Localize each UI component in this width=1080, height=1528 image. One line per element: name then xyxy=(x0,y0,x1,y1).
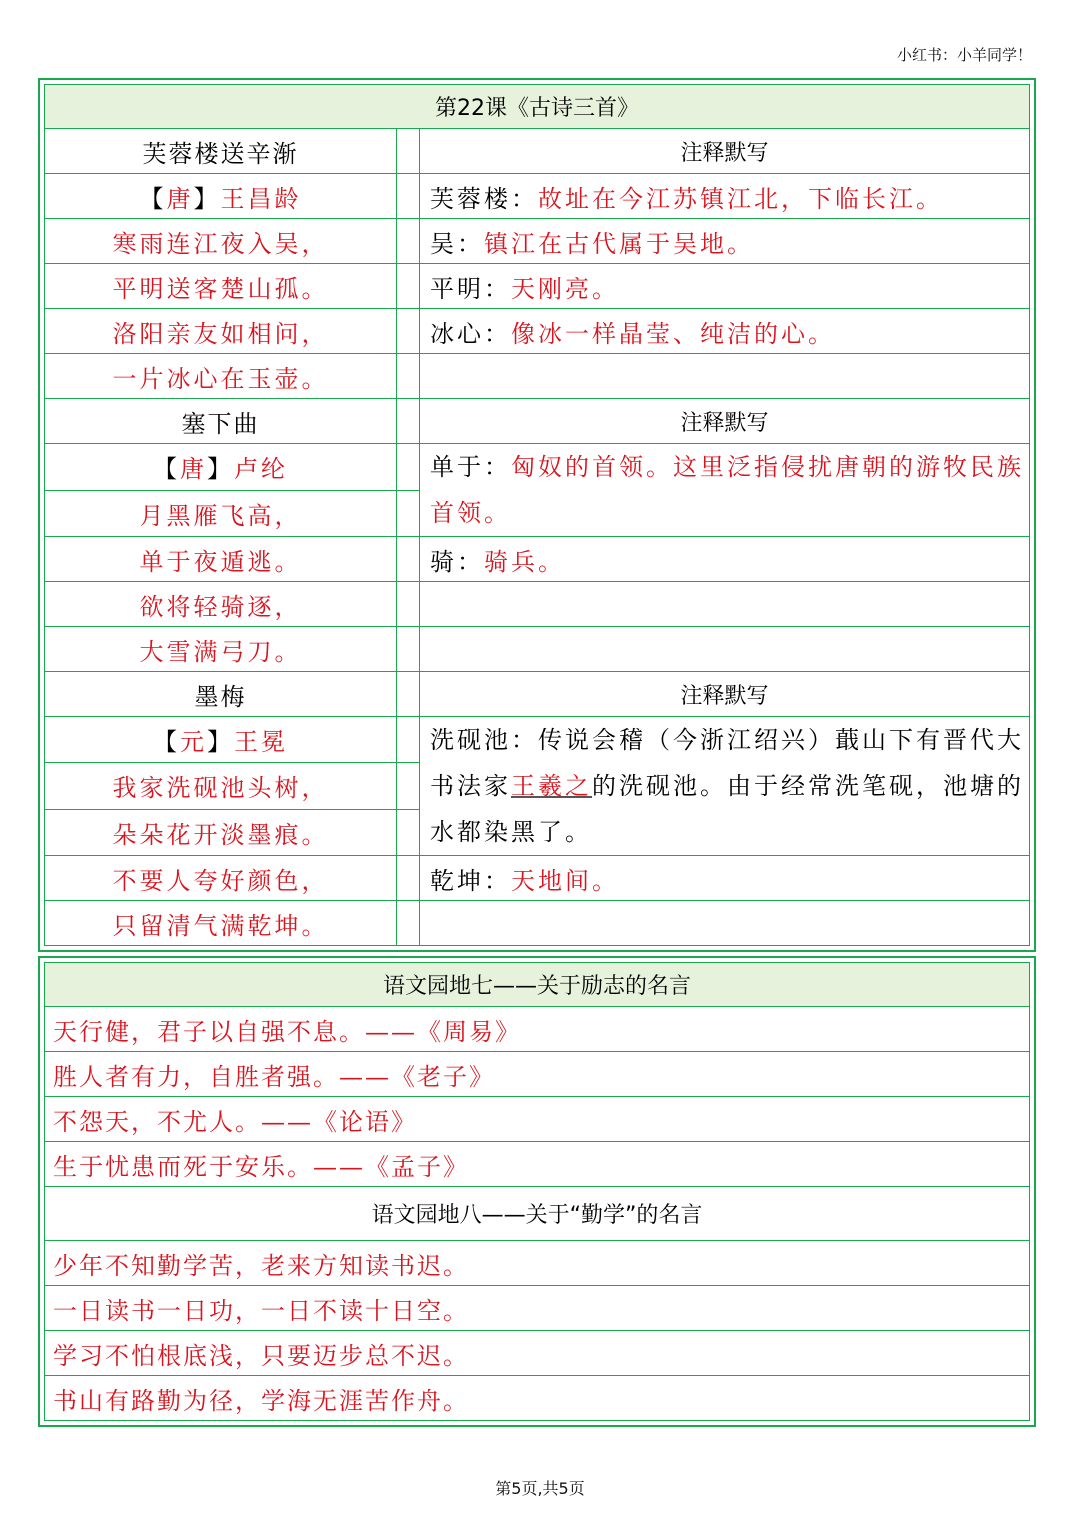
spacer-cell xyxy=(397,856,420,901)
author-name: 王昌龄 xyxy=(220,184,302,213)
dynasty: 唐 xyxy=(180,455,207,484)
note-text: 故址在今江苏镇江北，下临长江。 xyxy=(538,184,943,213)
saying-row: 书山有路勤为径，学海无涯苦作舟。 xyxy=(45,1376,1030,1421)
note-term: 单于： xyxy=(430,453,511,481)
note-text: 传说会稽（今浙江绍兴）蕺山下有晋代大书法家 xyxy=(430,726,1024,800)
notes-header: 注释默写 xyxy=(420,399,1030,444)
poem-line: 一片冰心在玉壶。 xyxy=(45,354,397,399)
note-row xyxy=(420,264,1030,309)
bracket-left: 【 xyxy=(153,728,180,757)
note-term: 骑： xyxy=(430,547,484,576)
poem-line: 朵朵花开淡墨痕。 xyxy=(45,809,397,855)
note-text: 的洗砚池。由于经常洗笔砚，池塘的水都染黑了。 xyxy=(430,772,1024,846)
brand-label: 小红书：小羊同学！ xyxy=(896,46,1032,64)
poem-title: 墨梅 xyxy=(45,672,397,717)
poem-line: 不要人夸好颜色， xyxy=(45,856,397,901)
bracket-right: 】 xyxy=(207,728,234,757)
poem-line: 大雪满弓刀。 xyxy=(45,627,397,672)
saying-row: 不怨天，不尤人。——《论语》 xyxy=(45,1097,1030,1142)
spacer-cell xyxy=(397,672,420,717)
spacer-cell xyxy=(397,901,420,946)
note-text: 镇江在古代属于吴地。 xyxy=(484,229,754,258)
sayings8-title: 语文园地八——关于“勤学”的名言 xyxy=(45,1187,1030,1241)
spacer-cell xyxy=(397,763,420,809)
note-row xyxy=(420,717,1030,856)
poem-line: 只留清气满乾坤。 xyxy=(45,901,397,946)
note-row xyxy=(420,219,1030,264)
spacer-cell xyxy=(397,309,420,354)
spacer-cell xyxy=(397,627,420,672)
note-underlined-name: 王羲之 xyxy=(511,772,592,800)
note-text: 匈奴的首领。这里泛指侵扰唐朝的游牧民族首领。 xyxy=(430,453,1024,527)
note-term: 乾坤： xyxy=(430,866,511,895)
poem-line: 洛阳亲友如相问， xyxy=(45,309,397,354)
saying-row: 胜人者有力，自胜者强。——《老子》 xyxy=(45,1052,1030,1097)
spacer-cell xyxy=(397,354,420,399)
spacer-cell xyxy=(397,219,420,264)
note-term: 平明： xyxy=(430,274,511,303)
poem-title: 塞下曲 xyxy=(45,399,397,444)
author-name: 卢纶 xyxy=(234,455,288,484)
saying-row: 学习不怕根底浅，只要迈步总不迟。 xyxy=(45,1331,1030,1376)
saying-row: 少年不知勤学苦，老来方知读书迟。 xyxy=(45,1241,1030,1286)
spacer-cell xyxy=(397,264,420,309)
note-text: 骑兵。 xyxy=(484,547,565,576)
note-text: 像冰一样晶莹、纯洁的心。 xyxy=(511,319,835,348)
poem-line: 月黑雁飞高， xyxy=(45,490,397,537)
poem-line: 寒雨连江夜入吴， xyxy=(45,219,397,264)
note-row xyxy=(420,174,1030,219)
spacer-cell xyxy=(397,537,420,582)
spacer-cell xyxy=(397,444,420,491)
spacer-cell xyxy=(397,399,420,444)
saying-row: 生于忧患而死于安乐。——《孟子》 xyxy=(45,1142,1030,1187)
note-term: 吴： xyxy=(430,229,484,258)
lesson-table-frame xyxy=(38,78,1036,952)
poem-author xyxy=(45,444,397,491)
sayings7-title: 语文园地七——关于励志的名言 xyxy=(45,963,1030,1007)
note-row xyxy=(420,444,1030,537)
poem-author xyxy=(45,174,397,219)
note-row xyxy=(420,856,1030,901)
spacer-cell xyxy=(397,490,420,537)
spacer-cell xyxy=(397,129,420,174)
poem-line: 平明送客楚山孤。 xyxy=(45,264,397,309)
poem-line: 欲将轻骑逐， xyxy=(45,582,397,627)
saying-row: 天行健，君子以自强不息。——《周易》 xyxy=(45,1007,1030,1052)
note-term: 洗砚池： xyxy=(430,726,538,754)
note-term: 冰心： xyxy=(430,319,511,348)
poem-line: 单于夜遁逃。 xyxy=(45,537,397,582)
poem-title: 芙蓉楼送辛渐 xyxy=(45,129,397,174)
dynasty: 元 xyxy=(180,728,207,757)
note-row xyxy=(420,537,1030,582)
bracket-right: 】 xyxy=(193,184,221,213)
empty-note-cell xyxy=(420,354,1030,399)
note-row xyxy=(420,309,1030,354)
poem-line: 我家洗砚池头树， xyxy=(45,763,397,809)
page-footer: 第5页,共5页 xyxy=(495,1479,585,1498)
sayings-table xyxy=(44,962,1030,1421)
spacer-cell xyxy=(397,582,420,627)
dynasty: 唐 xyxy=(166,184,194,213)
author-name: 王冕 xyxy=(234,728,288,757)
lesson-title: 第22课《古诗三首》 xyxy=(45,85,1030,129)
notes-header: 注释默写 xyxy=(420,672,1030,717)
empty-note-cell xyxy=(420,582,1030,627)
saying-row: 一日读书一日功，一日不读十日空。 xyxy=(45,1286,1030,1331)
note-term: 芙蓉楼： xyxy=(430,184,538,213)
sayings-table-frame xyxy=(38,956,1036,1427)
lesson-table xyxy=(44,84,1030,946)
bracket-left: 【 xyxy=(153,455,180,484)
notes-header: 注释默写 xyxy=(420,129,1030,174)
note-text: 天刚亮。 xyxy=(511,274,619,303)
spacer-cell xyxy=(397,717,420,763)
poem-author xyxy=(45,717,397,763)
spacer-cell xyxy=(397,174,420,219)
spacer-cell xyxy=(397,809,420,855)
bracket-right: 】 xyxy=(207,455,234,484)
note-text: 天地间。 xyxy=(511,866,619,895)
empty-note-cell xyxy=(420,901,1030,946)
bracket-left: 【 xyxy=(139,184,167,213)
empty-note-cell xyxy=(420,627,1030,672)
